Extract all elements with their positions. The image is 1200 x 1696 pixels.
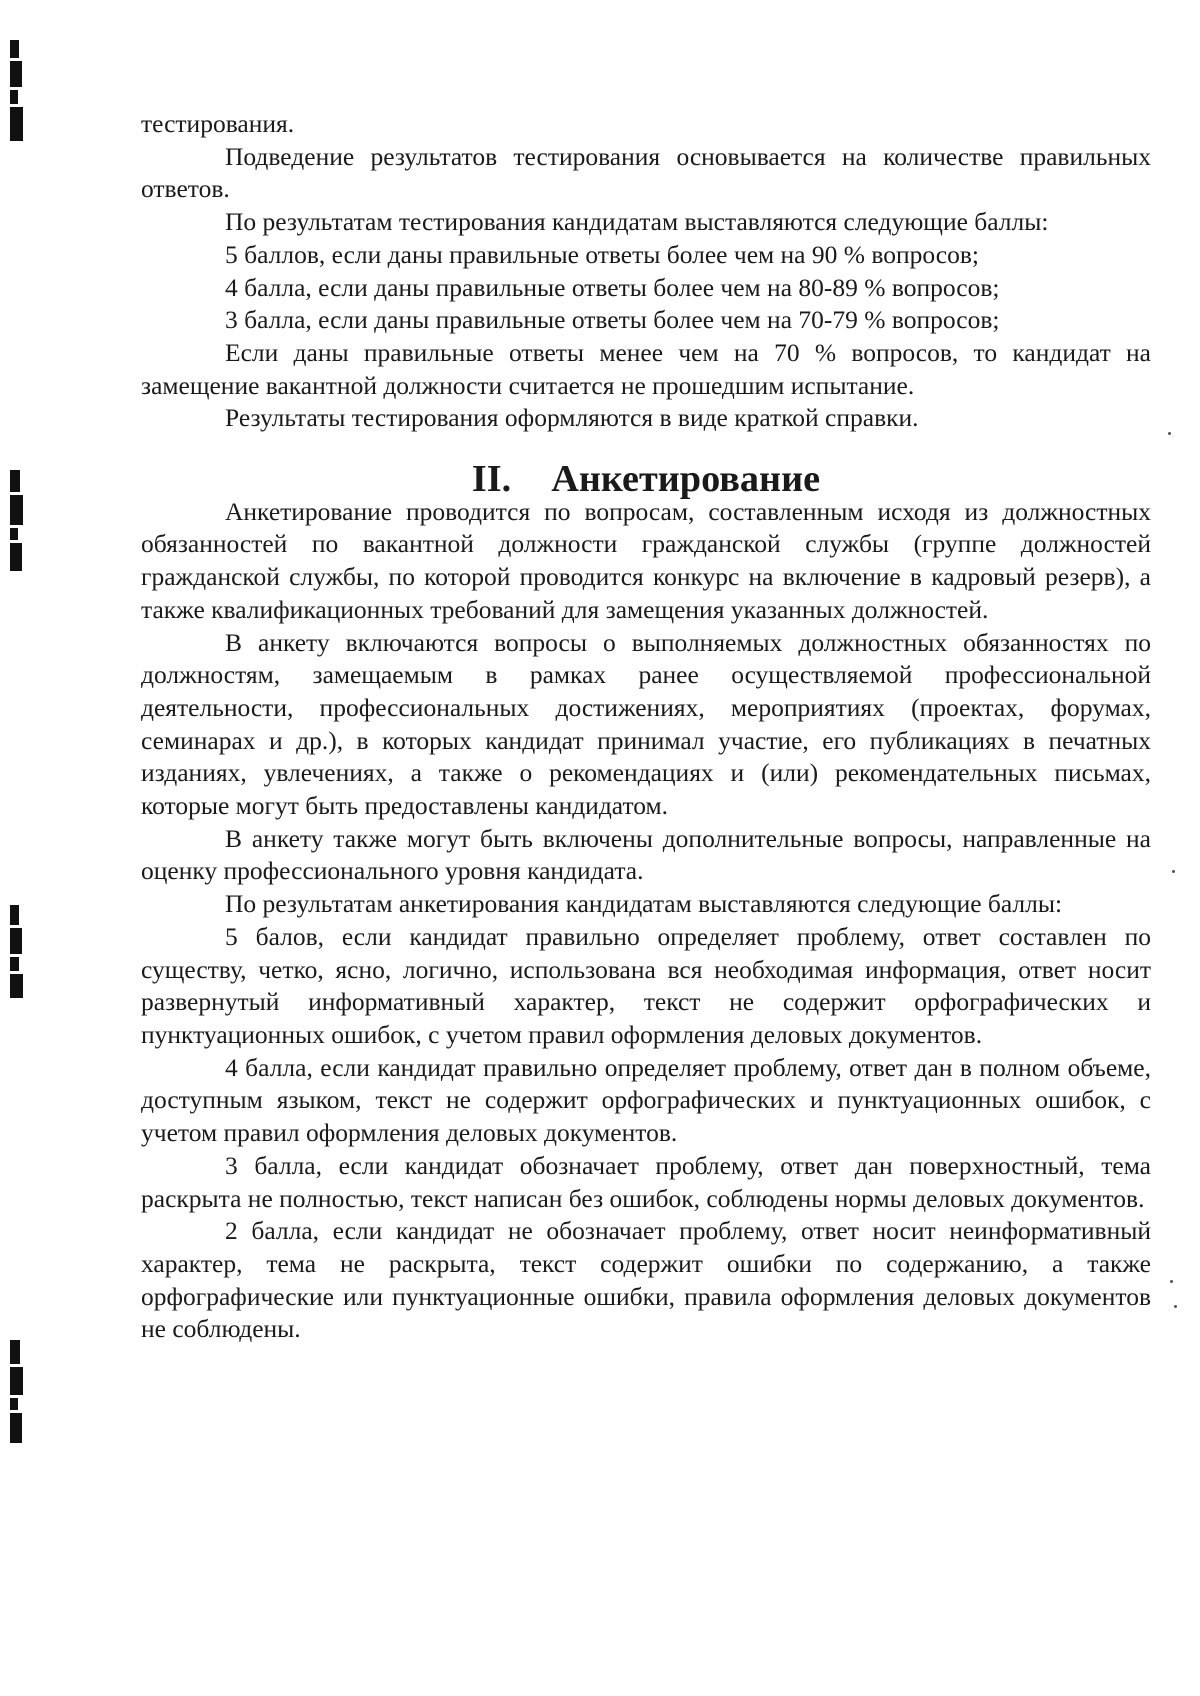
paragraph: 3 балла, если кандидат обозначает проблему, ответ дан поверхностный, тема раскрыта не полностью, текст написан без ошибок, соблюдены нормы деловых документов.	[141, 1150, 1151, 1213]
paragraph: 2 балла, если кандидат не обозначает проблему, ответ носит неинформативный характер, тема не раскрыта, текст содержит ошибки по содержанию, а также орфографические или пунктуационные ошибки, правила оформления деловых документов не соблюдены.	[141, 1216, 1151, 1344]
scan-speck	[1168, 432, 1171, 435]
scan-binding-mark	[10, 40, 24, 160]
section-heading	[141, 458, 1151, 501]
paragraph: тестирования.	[141, 109, 295, 138]
section-number: II.	[471, 458, 512, 501]
scan-binding-mark	[10, 905, 24, 1005]
paragraph: В анкету включаются вопросы о выполняемых должностных обязанностях по должностям, замещаемым в рамках ранее осуществляемой профессиональной деятельности, профессиональных достижениях, мероприятиях (проектах, форумах, семинарах и др.), в которых кандидат принимал участие, его публикациях в печатных изданиях, увлечениях, а также о рекомендациях и (или) рекомендательных письмах, которые могут быть предоставлены кандидатом.	[141, 627, 1151, 821]
paragraph: По результатам анкетирования кандидатам выставляются следующие баллы:	[225, 889, 1063, 919]
paragraph: 5 балов, если кандидат правильно определяет проблему, ответ составлен по существу, четко, ясно, логично, использована вся необходимая информация, ответ носит развернутый информативный характер, текст не содержит орфографических и пунктуационных ошибок, с учетом правил оформления деловых документов.	[141, 921, 1151, 1049]
paragraph: Результаты тестирования оформляются в виде краткой справки.	[225, 403, 919, 433]
section-title: Анкетирование	[551, 458, 821, 501]
scan-speck	[1170, 1280, 1173, 1283]
paragraph: 5 баллов, если даны правильные ответы более чем на 90 % вопросов;	[225, 239, 979, 269]
scan-speck	[1172, 870, 1175, 873]
document-page	[141, 108, 1151, 1346]
paragraph: Подведение результатов тестирования основывается на количестве правильных ответов.	[141, 141, 1151, 204]
paragraph: Анкетирование проводится по вопросам, составленным исходя из должностных обязанностей по вакантной должности гражданской службы (группе должностей гражданской службы, по которой проводится конкурс на включение в кадровый резерв), а также квалификационных требований для замещения указанных должностей.	[141, 496, 1151, 624]
scan-speck	[1174, 1305, 1177, 1308]
paragraph: 3 балла, если даны правильные ответы более чем на 70-79 % вопросов;	[225, 305, 1000, 335]
paragraph: Если даны правильные ответы менее чем на 70 % вопросов, то кандидат на замещение вакантной должности считается не прошедшим испытание.	[141, 337, 1151, 400]
paragraph: По результатам тестирования кандидатам выставляются следующие баллы:	[225, 207, 1049, 237]
paragraph: В анкету также могут быть включены дополнительные вопросы, направленные на оценку профессионального уровня кандидата.	[141, 823, 1151, 886]
paragraph: 4 балла, если даны правильные ответы более чем на 80-89 % вопросов;	[225, 272, 1000, 302]
scan-binding-mark	[10, 470, 24, 580]
paragraph: 4 балла, если кандидат правильно определяет проблему, ответ дан в полном объеме, доступным языком, текст не содержит орфографических и пунктуационных ошибок, с учетом правил оформления деловых документов.	[141, 1052, 1151, 1148]
scan-binding-mark	[10, 1340, 24, 1450]
